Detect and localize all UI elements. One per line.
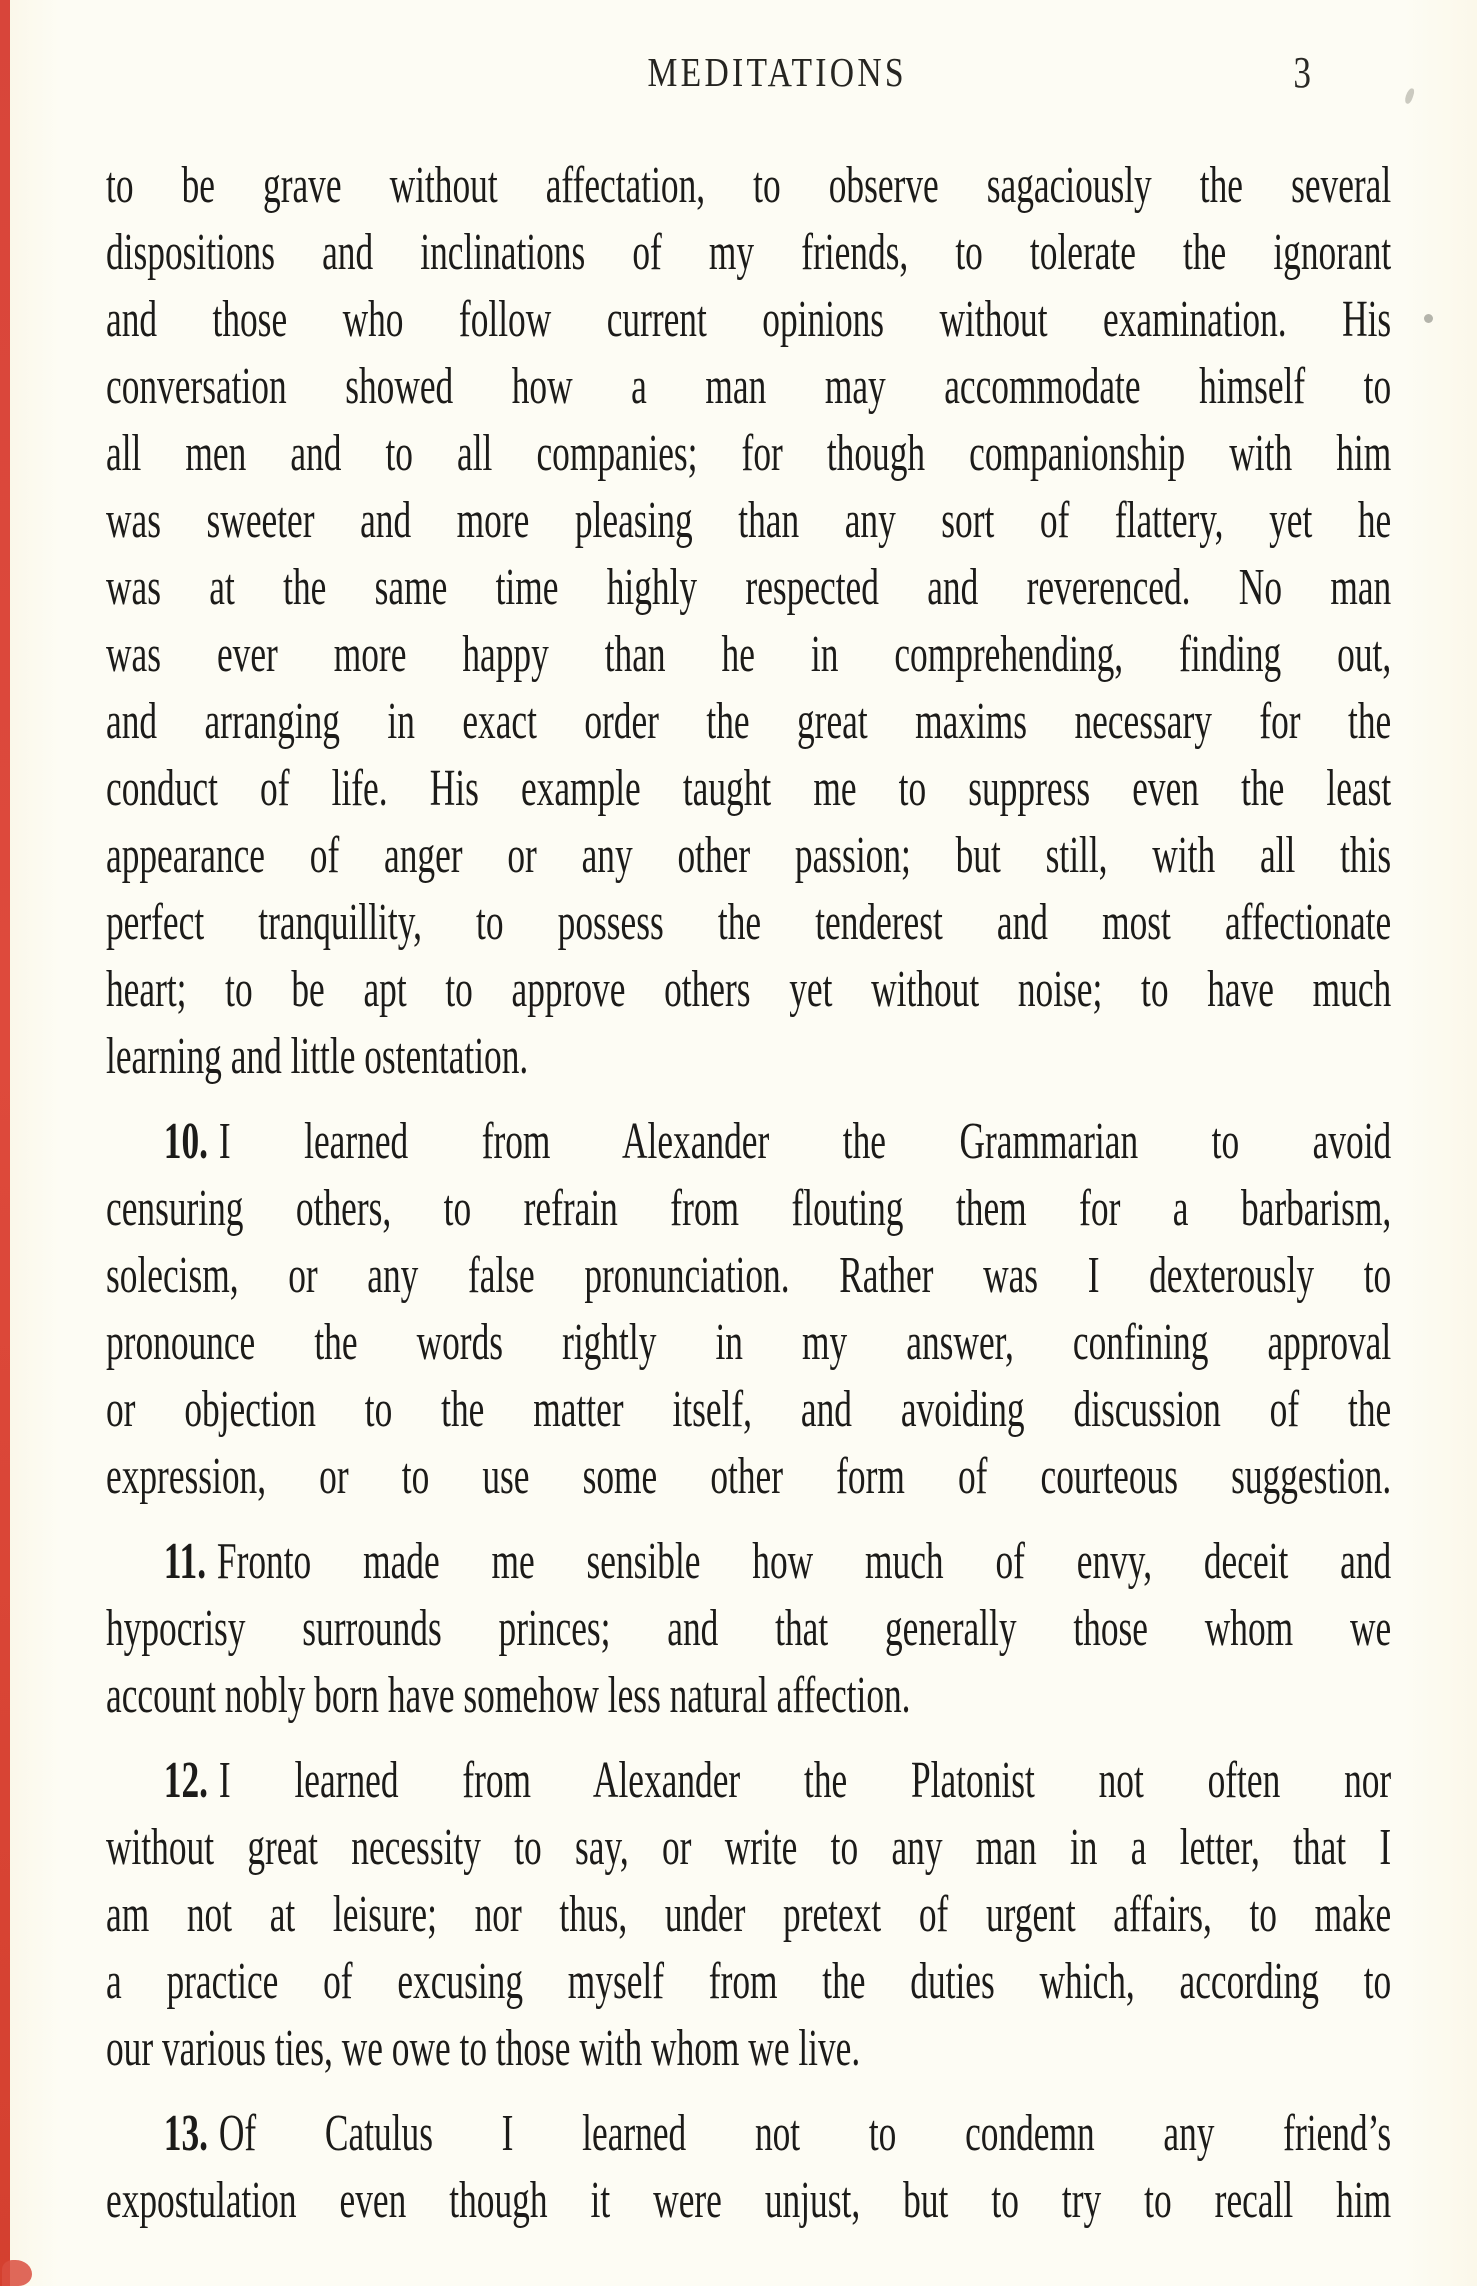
text-line: without great necessity to say, or write to any man in a letter, that I <box>106 1819 1392 1876</box>
section-number: 13. <box>163 2105 208 2162</box>
text-line: or objection to the matter itself, and avoiding discussion of the <box>106 1381 1392 1438</box>
section-number: 11. <box>163 1533 207 1590</box>
text-line: was sweeter and more pleasing than any sort of flattery, yet he <box>106 492 1392 549</box>
text-line <box>106 2100 1391 2167</box>
text-line-content: I learned from Alexander the Grammarian to avoid <box>218 1113 1392 1170</box>
text-line: solecism, or any false pronunciation. Rather was I dexterously to <box>106 1247 1392 1304</box>
text-block <box>106 152 1391 2234</box>
text-line: dispositions and inclinations of my friends, to tolerate the ignorant <box>106 224 1392 281</box>
text-line <box>106 1747 1391 1814</box>
paragraph-12 <box>106 1747 1391 2082</box>
scan-dot-artifact <box>1424 314 1433 323</box>
text-line: perfect tranquillity, to possess the tenderest and most affectionate <box>106 894 1392 951</box>
text-line: a practice of excusing myself from the duties which, according to <box>106 1953 1392 2010</box>
text-line: pronounce the words rightly in my answer, confining approval <box>106 1314 1392 1371</box>
text-line: was ever more happy than he in comprehending, finding out, <box>106 626 1392 683</box>
text-line: expostulation even though it were unjust, but to try to recall him <box>106 2172 1392 2229</box>
text-line: expression, or to use some other form of courteous suggestion. <box>106 1448 1392 1505</box>
book-edge-strip <box>0 0 10 2286</box>
page-number: 3 <box>1293 48 1311 97</box>
paragraph-10 <box>106 1108 1391 1510</box>
text-line-content: Of Catulus I learned not to condemn any friend’s <box>218 2105 1392 2162</box>
text-line: censuring others, to refrain from flouting them for a barbarism, <box>106 1180 1392 1237</box>
text-line: heart; to be apt to approve others yet without noise; to have much <box>106 961 1392 1018</box>
paragraph-13 <box>106 2100 1391 2234</box>
section-number: 10. <box>163 1113 208 1170</box>
text-line: am not at leisure; nor thus, under pretext of urgent affairs, to make <box>106 1886 1392 1943</box>
paragraph-continuation <box>106 152 1391 1090</box>
text-line: hypocrisy surrounds princes; and that generally those whom we <box>106 1600 1392 1657</box>
text-line: our various ties, we owe to those with whom we live. <box>106 2020 861 2077</box>
text-line-content: Fronto made me sensible how much of envy, deceit and <box>216 1533 1392 1590</box>
paragraph-11 <box>106 1528 1391 1729</box>
text-line <box>106 1528 1391 1595</box>
text-line: conduct of life. His example taught me to suppress even the least <box>106 760 1392 817</box>
page-title: MEDITATIONS <box>647 49 907 95</box>
text-line: account nobly born have somehow less natural affection. <box>106 1667 911 1724</box>
text-line-content: I learned from Alexander the Platonist not often nor <box>218 1752 1392 1809</box>
page-header <box>106 46 1391 102</box>
text-line: was at the same time highly respected and reverenced. No man <box>106 559 1392 616</box>
text-line: and arranging in exact order the great maxims necessary for the <box>106 693 1392 750</box>
text-line: conversation showed how a man may accommodate himself to <box>106 358 1392 415</box>
text-line: to be grave without affectation, to observe sagaciously the several <box>106 157 1392 214</box>
text-line: learning and little ostentation. <box>106 1028 529 1085</box>
book-edge-smear <box>2 2260 32 2286</box>
text-line <box>106 1108 1391 1175</box>
text-line: all men and to all companies; for though companionship with him <box>106 425 1392 482</box>
text-line: and those who follow current opinions without examination. His <box>106 291 1392 348</box>
text-line: appearance of anger or any other passion; but still, with all this <box>106 827 1392 884</box>
scan-speck-artifact <box>1404 87 1416 104</box>
section-number: 12. <box>163 1752 208 1809</box>
